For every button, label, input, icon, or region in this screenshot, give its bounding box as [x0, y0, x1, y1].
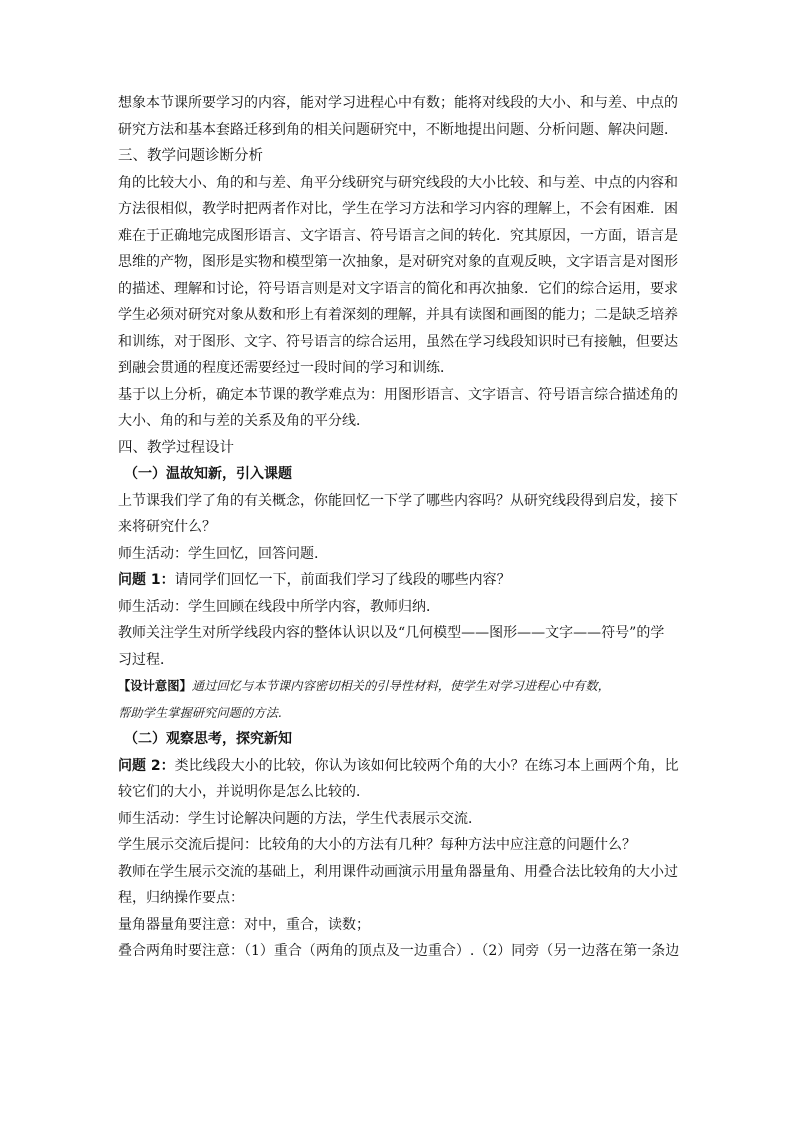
paragraph-line: 到融会贯通的程度还需要经过一段时间的学习和训练．: [118, 360, 454, 376]
paragraph-line: 角的比较大小、角的和与差、角平分线研究与研究线段的大小比较、和与差、中点的内容和: [118, 174, 678, 191]
paragraph-line: 量角器量角要注意：对中，重合，读数；: [118, 916, 370, 933]
document-page: [118, 90, 680, 965]
paragraph-line: 来将研究什么？: [118, 519, 216, 535]
paragraph-line: 学生必须对研究对象从数和形上有着深刻的理解，并具有读图和画图的能力；二是缺乏培养: [118, 307, 678, 323]
question-label: 问题 2：: [118, 757, 175, 774]
paragraph-line: 叠合两角时要注意：（1）重合（两角的顶点及一边重合）.（2）同旁（另一边落在第一条边: [118, 943, 680, 959]
paragraph-line: 学生展示交流后提问：比较角的大小的方法有几种？每种方法中应注意的问题什么？: [118, 837, 636, 853]
paragraph-line: 大小、角的和与差的关系及角的平分线．: [118, 413, 370, 429]
paragraph-line: 的描述、理解和讨论，符号语言则是对文字语言的简化和再次抽象．它们的综合运用，要求: [118, 280, 678, 297]
paragraph-line: 思维的产物，图形是实物和模型第一次抽象，是对研究对象的直观反映，文字语言是对图形: [118, 254, 678, 270]
subsection-heading-1: （一）温故知新，引入课题: [124, 466, 292, 482]
question-2: [118, 753, 680, 780]
paragraph-line: 教师关注学生对所学线段内容的整体认识以及“几何模型——图形——文字——符号”的学: [118, 625, 665, 641]
design-intent-tag: 【设计意图】: [118, 679, 192, 693]
paragraph-line: 基于以上分析，确定本节课的教学难点为：用图形语言、文字语言、符号语言综合描述角的: [118, 386, 678, 403]
paragraph-line: 上节课我们学了角的有关概念，你能回忆一下学了哪些内容吗？从研究线段得到启发，接下: [118, 492, 678, 509]
section-heading-4: 四、教学过程设计: [118, 439, 234, 456]
design-intent-text: 通过回忆与本节课内容密切相关的引导性材料，使学生对学习进程心中有数，: [191, 679, 610, 693]
activity-line: 师生活动：学生讨论解决问题的方法，学生代表展示交流．: [118, 810, 482, 827]
activity-line: 师生活动：学生回忆，回答问题.: [118, 545, 319, 562]
paragraph-line: 难在于正确地完成图形语言、文字语言、符号语言之间的转化．究其原因，一方面，语言是: [118, 227, 678, 244]
activity-line: 师生活动：学生回顾在线段中所学内容，教师归纳．: [118, 598, 440, 615]
paragraph-line: 习过程．: [118, 651, 174, 668]
paragraph-line: 方法很相似，教学时把两者作对比，学生在学习方法和学习内容的理解上，不会有困难．困: [118, 201, 678, 217]
paragraph-line: 较它们的大小，并说明你是怎么比较的．: [118, 784, 370, 800]
paragraph-line: 程，归纳操作要点：: [118, 890, 244, 906]
design-intent-line: [118, 673, 680, 700]
paragraph-line: 教师在学生展示交流的基础上，利用课件动画演示用量角器量角、用叠合法比较角的大小过: [118, 863, 678, 880]
design-intent-line: 帮助学生掌握研究问题的方法.: [118, 705, 282, 720]
question-1: [118, 567, 680, 594]
question-label: 问题 1：: [118, 572, 175, 588]
paragraph-line: 想象本节课所要学习的内容，能对学习进程心中有数；能将对线段的大小、和与差、中点的: [118, 95, 678, 111]
question-text: 请同学们回忆一下，前面我们学习了线段的哪些内容？: [174, 572, 511, 588]
question-text: 类比线段大小的比较，你认为该如何比较两个角的大小？在练习本上画两个角，比: [174, 757, 679, 774]
paragraph-line: 研究方法和基本套路迁移到角的相关问题研究中，不断地提出问题、分析问题、解决问题．: [118, 121, 678, 138]
subsection-heading-2: （二）观察思考，探究新知: [124, 731, 292, 747]
section-heading-3: 三、教学问题诊断分析: [118, 148, 263, 164]
paragraph-line: 和训练，对于图形、文字、符号语言的综合运用，虽然在学习线段知识时已有接触，但要达: [118, 333, 678, 350]
